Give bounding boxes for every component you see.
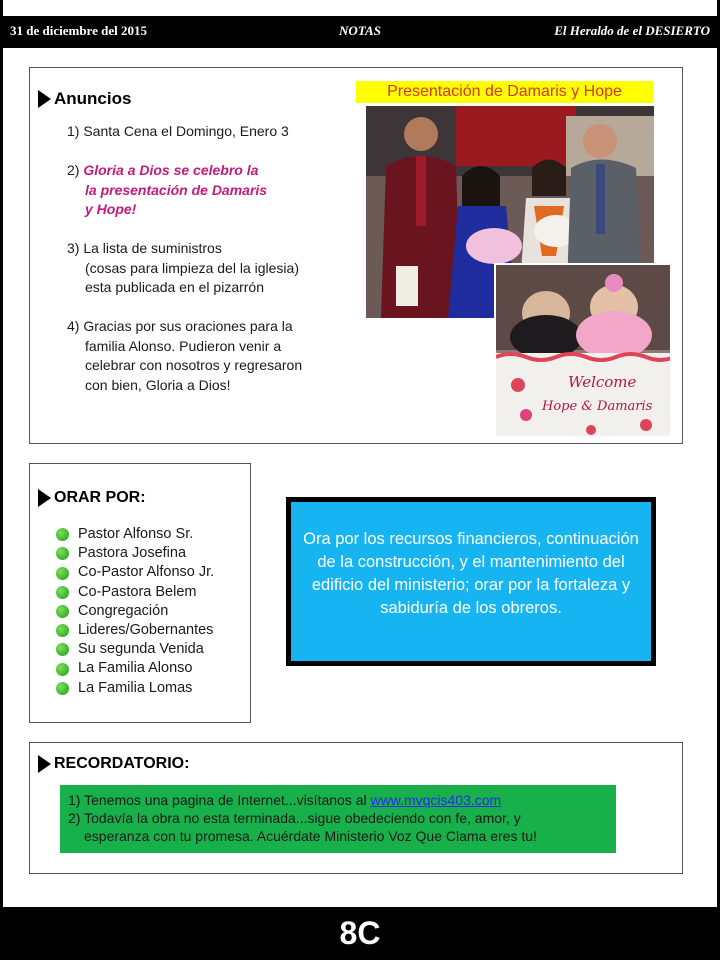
green-bullet-icon bbox=[56, 605, 69, 618]
prayer-box bbox=[29, 463, 251, 723]
list-item: La Familia Alonso bbox=[56, 659, 214, 678]
cake-names-text: Hope & Damaris bbox=[542, 399, 653, 414]
website-link[interactable]: www.mvqcis403.com bbox=[370, 792, 502, 808]
prayer-list bbox=[56, 525, 214, 698]
page-frame-left bbox=[0, 0, 3, 960]
reminder-box bbox=[29, 742, 683, 874]
cake-photo bbox=[494, 263, 672, 438]
reminder-title: RECORDATORIO: bbox=[54, 755, 190, 772]
green-bullet-icon bbox=[56, 682, 69, 695]
list-item: Pastor Alfonso Sr. bbox=[56, 525, 214, 544]
list-item: Lideres/Gobernantes bbox=[56, 621, 214, 640]
list-item: Co-Pastora Belem bbox=[56, 583, 214, 602]
announcement-item: 3) La lista de suministros (cosas para limpieza del la iglesia) esta publicada en el pizarrón bbox=[67, 240, 299, 295]
green-bullet-icon bbox=[56, 663, 69, 676]
list-item: Co-Pastor Alfonso Jr. bbox=[56, 563, 214, 582]
announcements-list bbox=[67, 122, 357, 415]
announcement-item: 2) Gloria a Dios se celebro la la presentación de Damaris y Hope! bbox=[67, 162, 268, 217]
reminder-heading bbox=[38, 755, 189, 773]
highlight-text: Gloria a Dios se celebro la bbox=[83, 162, 259, 178]
announcement-item: 1) Santa Cena el Domingo, Enero 3 bbox=[67, 123, 289, 139]
prayer-callout: Ora por los recursos financieros, continuación de la construcción, y el mantenimiento del edificio del ministerio; orar por la fortaleza y sabiduría de los obreros. bbox=[286, 497, 656, 666]
green-bullet-icon bbox=[56, 643, 69, 656]
photo-caption: Presentación de Damaris y Hope bbox=[356, 81, 653, 103]
reminder-content: 1) Tenemos una pagina de Internet...visítanos al www.mvqcis403.com 2) Todavía la obra no esta terminada...sigue obedeciendo con fe, amor, y esperanza con tu promesa. Acuérdate Ministerio Voz Que Clama eres tu! bbox=[60, 785, 616, 853]
list-item: Congregación bbox=[56, 602, 214, 621]
header-bar bbox=[0, 16, 720, 48]
announcements-title: Anuncios bbox=[54, 89, 132, 108]
green-bullet-icon bbox=[56, 586, 69, 599]
list-item: Pastora Josefina bbox=[56, 544, 214, 563]
triangle-bullet-icon bbox=[38, 90, 51, 108]
page-number: 8C bbox=[0, 907, 720, 960]
green-bullet-icon bbox=[56, 624, 69, 637]
green-bullet-icon bbox=[56, 547, 69, 560]
prayer-heading bbox=[38, 489, 146, 507]
issue-date: 31 de diciembre del 2015 bbox=[10, 23, 147, 38]
green-bullet-icon bbox=[56, 567, 69, 580]
publication-name: El Heraldo de el DESIERTO bbox=[554, 23, 710, 38]
prayer-title: ORAR POR: bbox=[54, 489, 146, 506]
triangle-bullet-icon bbox=[38, 489, 51, 507]
green-bullet-icon bbox=[56, 528, 69, 541]
announcements-box bbox=[29, 67, 683, 444]
announcements-heading bbox=[38, 89, 131, 109]
announcement-item: 4) Gracias por sus oraciones para la familia Alonso. Pudieron venir a celebrar con nosotros y regresaron con bien, Gloria a Dios! bbox=[67, 318, 303, 393]
section-name: NOTAS bbox=[339, 23, 381, 38]
list-item: La Familia Lomas bbox=[56, 679, 214, 698]
cake-welcome-text: Welcome bbox=[568, 373, 637, 391]
list-item: Su segunda Venida bbox=[56, 640, 214, 659]
triangle-bullet-icon bbox=[38, 755, 51, 773]
